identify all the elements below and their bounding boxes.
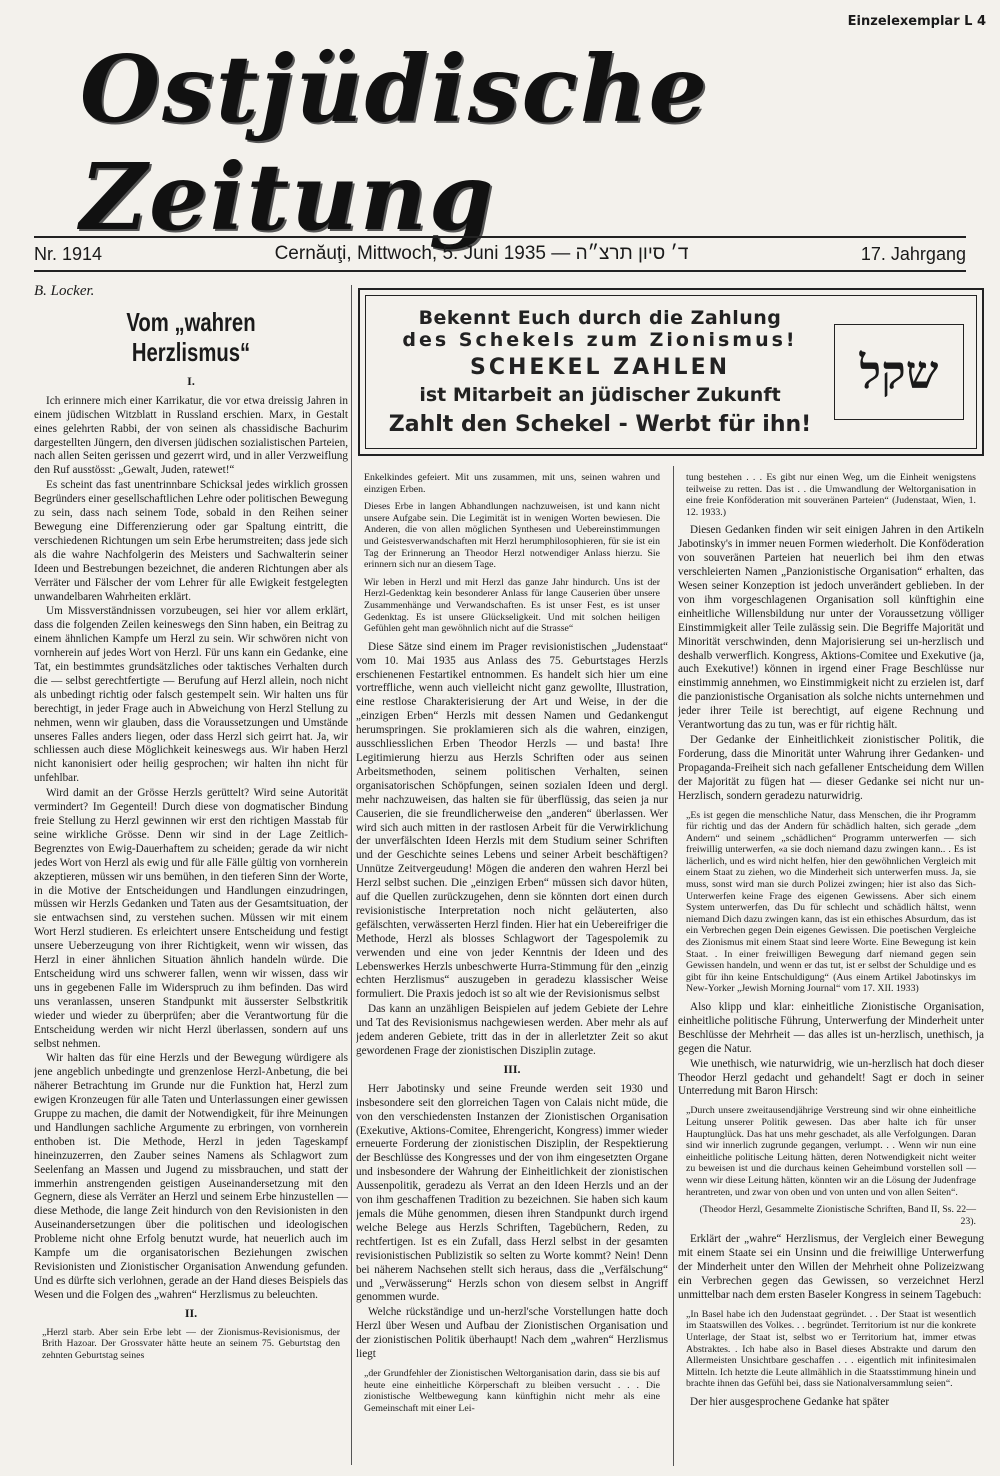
quotation: „Es ist gegen die menschliche Natur, dass Menschen, die ihr Programm für richtig und das der Andern für schädlich halten, sich gerade „dem Andern“ und seinem „schädlichen“ Programm unterwerfen — sich freiwillig unterwerfen, «a sie doch niemand dazu zwingen kann.. . Es ist lächerlich, und es wird nicht helfen, hier den gewöhnlichen Vergleich mit einem Staat zu ziehen, wo die Minderheit sich unterwerfen muss. Ja, sie muss, sonst wird man sie durch Polizei zwingen; hier ist also das Sich-Unterwerfen keine Frage des eigenen Gewissens. Aber sich einem System unterwerfen, das Du für schlecht und schädlich hältst, wenn niemand Dich dazu zwingen kann, das ist ein ethisches Absurdum, das ist ein Verbrechen gegen Dein eigenes Gewissen. Die poetischen Vergleiche des Zionismus mit einem Staat sind leere Worte. Eine Bewegung ist kein Staat. . In einer freiwilligen Bewegung darf niemand gegen sein Gewissen handeln, und wenn er das tut, ist er selbst der Schuldige und es gibt für ihn keine Entschuldigung“ (Aus einem Artikel Jabotinskys im New-Yorker „Jewish Morning Journal“ vom 17. XII. 1933): [686, 809, 976, 995]
volume-year: 17. Jahrgang: [860, 243, 966, 264]
quotation: Dieses Erbe in langen Abhandlungen nachzuweisen, ist und kann nicht unsere Aufgabe sein. Die Legimität ist in wenigen Worten bewiesen. Die Anderen, die von allen möglichen Synthesen und Uebereinstimmungen und Geistesverwandschaften mit Herzl herumphilosophieren, für sie ist ein Tag der Erinnerung an Theodor Herzl notwendiger Anlass hierzu. Sie erinnern sich nur an diesem Tage.: [364, 501, 660, 571]
article-author: B. Locker.: [34, 285, 95, 299]
column-2: [356, 466, 668, 1466]
masthead-title: Ostjüdische Zeitung: [80, 35, 710, 251]
ad-hebrew-word: שקל: [834, 324, 964, 420]
paragraph: Diesen Gedanken finden wir seit einigen Jahren in den Artikeln Jabotinsky's in immer neuen Formen wiederholt. Die Konföderation von souveränen Parteien hat neuerlich bei ihm den etwas verschleierten Namen „Panzionistische Organisation“ erhalten, das Wesen seiner Konzeption ist jedoch unverändert geblieben. In der von ihm vorgeschlagenen Organisation soll künftighin eine einheitliche Willensbildung nur unter der Voraussetzung völliger Einstimmigkeit aller Teile zulässig sein. Die Begriffe Majorität und Minorität verschwinden, denn Majorisierung sei un-herzlisch und deshalb verwerflich. Kongress, Aktions-Comitee und Exekutive (ja, auch Exekutive!) können in irgend einer Frage Beschlüsse nur einstimmig annehmen, wo Einstimmigkeit nicht zu erzielen ist, darf die panzionistische Organisation als solche nichts unternehmen und jeder ihrer Teile ist berechtigt, auf eigene Rechnung und Verantwortung das zu tun, was er für richtig hält.: [678, 524, 984, 732]
column-divider: [351, 285, 352, 1465]
section-number: II.: [184, 1305, 198, 1320]
quotation-source: (Theodor Herzl, Gesammelte Zionistische Schriften, Band II, Ss. 22—23).: [699, 1204, 976, 1227]
paragraph: Der hier ausgesprochene Gedanke hat später: [690, 1395, 890, 1408]
paragraph: Erklärt der „wahre“ Herzlismus, der Vergleich einer Bewegung mit einem Staate sei ein Unsinn und die freiwillige Unterwerfung der Minderheit unter den Willen der Mehrheit ohne Polizeizwang ein Verbrechen gegen das Gewissen, so verzeichnet Herzl unmittelbar nach dem ersten Baseler Kongress in seinem Tagebuch:: [678, 1233, 984, 1301]
quotation: Wir leben in Herzl und mit Herzl das ganze Jahr hindurch. Uns ist der Herzl-Gedenktag kein besonderer Anlass für lange Causerien über unsere Zusammenhänge und Verwandschaften. Es ist unser Fest, es ist unser Gedenktag. Es ist unsere Glückseligkeit. Und mit solchen heiligen Gefühlen geht man gewöhnlich nicht auf die Strasse“: [364, 576, 660, 635]
quotation: Enkelkindes gefeiert. Mit uns zusammen, mit uns, seinen wahren und einzigen Erben.: [364, 472, 660, 495]
paragraph: Welche rückständige und un-herzl'sche Vorstellungen hatte doch Herzl über Wesen und Aufbau der Zionistischen Organisation und der zionistischen Politik überhaupt! Nach dem „wahren“ Herzlismus liegt: [356, 1306, 668, 1361]
paragraph: Ich erinnere mich einer Karrikatur, die vor etwa dreissig Jahren in einem jüdischen Witzblatt in Russland erschien. Marx, in Gestalt eines gelehrten Rabbi, der von seinen als chassidische Bachurim dargestellten Jüngern, den diversen jüdischen sozialistischen Parteien, nach allen Seiten gerissen und gezerrt wird, und in aller Verzweiflung den Ruf ausstösst: „Gewalt, Juden, ratewet!“: [34, 394, 348, 477]
paragraph: Der Gedanke der Einheitlichkeit zionistischer Politik, die Forderung, dass die Minorität unter Wahrung ihrer Gedanken- und Propaganda-Freiheit sich nach gefallener Entscheidung dem Willen der Majorität zu fügen hat — dieser Gedanke sei nicht nur un-Herzlisch, sondern geradezu naturwidrig.: [678, 733, 984, 802]
ad-line: ist Mitarbeit an jüdischer Zukunft: [419, 384, 781, 406]
schekel-advertisement: [358, 288, 984, 456]
ad-text: [366, 307, 834, 437]
paragraph: Um Missverständnissen vorzubeugen, sei hier vor allem erklärt, dass die folgenden Zeilen keineswegs den Sinn haben, ein Beitrag zu einem ähnlichen Kampfe um Herzl zu sein. Wir schwören nicht von vornherein auf jedes Wort von Herzl. Für uns kann ein Gedanke, eine Tat, ein bestimmtes grundsätzliches oder taktisches Verhalten durch die — selbst gerechtfertigte — Berufung auf Herzl allein, noch nicht als unbedingt richtig oder falsch gestempelt sein. Wir halten uns für berechtigt, in jeder Frage auch in Abweichung von Herzl Stellung zu nehmen, wenn wir glauben, dass die Voraussetzungen und Umstände unseres Falles anders liegen, oder dass Herzl sich geirrt hat. Ja, wir schliessen auch diese Möglichkeit keineswegs aus. Wir haben Herzl nicht kanonisiert oder heilig gesprochen; wir halten ihn nicht für unfehlbar.: [34, 605, 348, 785]
paragraph: Das kann an unzähligen Beispielen auf jedem Gebiete der Lehre und Tat des Revisionismus nachgewiesen werden. Aber mehr als auf jedem anderen Gebiete, tritt das in der in allerletzter Zeit so akut gewordenen Frage der zionistischen Disziplin zutage.: [356, 1003, 668, 1057]
quotation: „der Grundfehler der Zionistischen Weltorganisation darin, dass sie bis auf heute eine einheitliche Körperschaft zu bleiben versucht . . . Die zionistische Weltbewegung kann künftighin nicht mehr als eine Gemeinschaft mit einer Lei-: [364, 1367, 660, 1414]
date-text: Cernăuţi, Mittwoch, 5. Juni 1935 —: [274, 243, 571, 264]
issue-number: Nr. 1914: [34, 243, 103, 264]
paragraph: Wir halten das für eine Herzls und der Bewegung würdigere als jene angeblich unbedingte und grenzenlose Herzl-Anbetung, die bei näherer Betrachtung im Grunde nur die Funktion hat, Herzl zum ewigen Kronzeugen für alle Taten und Unterlassungen einer gewissen Gruppe zu machen, die damit der Notwendigkeit, für ihre Meinungen und Handlungen sachliche Argumente zu erbringen, von vornherein enthoben ist. Die Methode, Herzl in jeden Tageskampf hineinzuzerren, den Zauber seines Namens als Schlagwort zum Seelenfang an Massen und Jugend zu missbrauchen, und statt der immerhin anstrengenden geistigen Auseinandersetzung mit den Gegnern, diese als Verräter an Herzl und seinem Erbe hinzustellen — diese Methode, die lange Zeit hindurch von den Revisionisten in den Auseinandersetzungen über die politischen und ideologischen Probleme nicht ohne Erfolg benutzt wurde, hat neuerlich auch im Kampfe um die organisatorischen Beziehungen zwischen Revisionisten und Zionistischer Organisation Anwendung gefunden. Und es dürfte sich verlohnen, gerade an der Hand dieses Beispiels das Wesen und die Folgen des „wahren“ Herzlismus zu beleuchten.: [34, 1052, 348, 1301]
section-number: III.: [503, 1061, 521, 1076]
quotation: tung bestehen . . . Es gibt nur einen Weg, um die Einheit wenigstens teilweise zu retten. Das ist . . die Umwandlung der Weltorganisation in eine freie Konföderation mit souveränen Parteien“ (Judenstaat, Wien, 1. 12. 1933.): [686, 472, 976, 518]
quotation: „Herzl starb. Aber sein Erbe lebt — der Zionismus-Revisionismus, der Brith Hazoar. Der Grossvater hätte heute an seinem 75. Geburtstag den zehnten Geburtstag seines: [42, 1326, 340, 1361]
single-copy-price: Einzelexemplar L 4: [847, 14, 986, 29]
column-1: [34, 285, 348, 1465]
column-divider: [673, 466, 674, 1466]
quotation: „In Basel habe ich den Judenstaat gegründet. . . Der Staat ist wesentlich im Staatswillen des Volkes. . . begründet. Territorium ist nur die konkrete Unterlage, der Staat ist, selbst wo er Territorium hat, immer etwas Abstraktes. . Ich habe also in Basel dieses Abstrakte und darum den Allermeisten Unsichtbare geschaffen . . . eigentlich mit infinitesimalen Mitteln. Ich hetzte die Leute allmählich in die Staatsstimmung hinein und brachte ihnen das Gefühl bei, dass sie Nationalversammlung seien“.: [686, 1308, 976, 1390]
paragraph: Wird damit an der Grösse Herzls gerüttelt? Wird seine Autorität vermindert? Im Gegenteil! Durch diese von dogmatischer Bindung freie Stellung zu Herzl gewinnen wir erst den richtigen Masstab für seine wirkliche Grösse. Denn wir sind in der Lage Zeitlich-Begrenztes von Ewig-Dauerhaftem zu scheiden; gerade da wir nicht jedes Wort von Herzl als ewig und für alle Fälle gültig von vornherein akzeptieren, müssen wir uns bemühen, in den tieferen Sinn der Worte, in die Motive der Entscheidungen und Handlungen einzudringen, müssen wir Herzls Gedanken und Taten aus der Gesamtsituation, der sie entwachsen sind, zu verstehen suchen. Müssen wir mit einem Wort Herzl studieren. Es erleichtert unsere Entscheidung und festigt unsere Ueberzeugung von ihrer Richtigkeit, wenn wir wissen, das Herzl in einer ähnlichen Situation ähnlich handeln würde. Die Entscheidung wird uns schwerer fallen, wenn wir wissen, dass wir uns in gegebenen Falle im Widerspruch zu ihm befinden. Das wird uns veranlassen, unseren Standpunkt mit äusserster Selbstkritik wieder und wieder zu überprüfen; aber die Verantwortung für die Entscheidung werden wir nicht Herzl überlassen, sondern auf uns selbst nehmen.: [34, 787, 348, 1050]
ad-line: des Schekels zum Zionismus!: [402, 329, 798, 351]
ad-line: Zahlt den Schekel - Werbt für ihn!: [388, 412, 812, 437]
paragraph: Herr Jabotinsky und seine Freunde werden seit 1930 und insbesondere seit den glorreichen Tagen von Calais nicht müde, die von den verschiedensten Instanzen der Zionistischen Organisation (Exekutive, Aktions-Comitee, Ehrengericht, Kongress) immer wieder erneuerte Forderung der zionistischen Disziplin, der Respektierung der Beschlüsse des Kongresses und der von ihm eingesetzten Organe und insbesondere der Wahrung der Einheitlichkeit der zionistischen Aussenpolitik, geradezu als Verrat an den Ideen Herzls und an der von ihm geschaffenen Tradition zu bezeichnen. Sie haben sich kaum jemals die Mühe genommen, diesen ihren Standpunkt durch irgend welche Belege aus Herzls Schriften, Tagebüchern, Reden, zu rechtfertigen. Ist es ein Zufall, dass Herzl selbst in der gesamten revisionistischen Publizistik so selten zu Worte kommt? Nein! Denn bei näherem Nachsehen stellt sich heraus, dass die „Verfälschung“ und „Verwässerung“ Herzls schon von diesem selbst in Angriff genommen wurde.: [356, 1082, 668, 1304]
ad-line: Bekennt Euch durch die Zahlung: [418, 307, 782, 329]
ad-line: SCHEKEL ZAHLEN: [469, 355, 731, 380]
hebrew-date: ד׳ סיון תרצ״ה: [575, 243, 689, 264]
paragraph: Wie unethisch, wie naturwidrig, wie un-herzlisch hat doch dieser Theodor Herzl gedacht und gehandelt! Sagt er doch in seiner Unterredung mit Baron Hirsch:: [678, 1057, 984, 1098]
column-3: [678, 466, 984, 1466]
section-number: I.: [187, 373, 195, 388]
date-place: [275, 243, 689, 265]
dateline: [34, 236, 966, 272]
article-headline: Vom „wahren Herzlismus“: [126, 306, 256, 367]
paragraph: Diese Sätze sind einem im Prager revisionistischen „Judenstaat“ vom 10. Mai 1935 aus Anlass des 75. Geburtstages Herzls erschienenen Festartikel entnommen. Es handelt sich hier um eine vortreffliche, wenn auch vielleicht nicht ganz gewollte, Illustration, eine restlose Charakterisierung der Art und Weise, in der die „einzigen Erben“ Herzls mit dessen Namen und Gedankengut herumspringen. Sie proklamieren sich als die wahren, einzigen, ausschliesslichen Erben Theodor Herzls — und basta! Ihre Legitimierung hierzu aus Herzls Schriften oder aus seinen Arbeitsmethoden, seinem politischen Verhalten, seinen organisatorischen Schöpfungen, seinen sozialen Ideen und dergl. mehr nachzuweisen, das halten sie für überflüssig, das seien ja nur Causerien, die sie freundlicherweise den „anderen“ überlassen. Wer wird sich auch mitten in der rastlosen Arbeit für die Verwirklichung der unverfälschten Ideen Herzls mit dem Studium seiner Schriften und der Geschichte seines Lebens und seiner Arbeit beschäftigen? Unnütze Zeitvergeudung! Mögen die anderen den wahren Herzl bei Herzl selbst suchen. Die „einzigen Erben“ müssen sich davor hüten, auf die Quellen zurückzugehen, denn sie könnten dort einen durch revisionistische Interpretation noch nicht geläuterten, also gefälschten, verwässerten Herzl finden. Hier hat ein Uebereifriger die Methode, Herzl als blosses Schlagwort der Tagespolemik zu verwenden und eine von jeder Kenntnis der Ideen und des Lebenswerkes Herzls unbeschwerte Hurra-Stimmung für den „einzig echten Herzlismus“ auszugeben in geradezu klassischer Weise formuliert. Die Praxis jedoch ist so alt wie der Revisionismus selbst: [356, 640, 668, 1001]
ad-frame: [365, 295, 977, 449]
paragraph: Es scheint das fast unentrinnbare Schicksal jedes wirklich grossen Begründers einer gesellschaftlichen Lehre oder politischen Bewegung zu sein, dass nach seinem Tode, sobald in den Reihen seiner Bewegung eine Differenzierung oder gar Spaltung eintritt, die verschiedenen Richtungen um sein Erbe herumstreiten; dass jede sich als die wahre Nachfolgerin des Meisters und Sachwalterin seiner Ideen und Bestrebungen bezeichnet, die anderen Richtungen aber als Verräter und Fälscher der vom Lehrer für alle Ewigkeit festgelegten unwandelbaren Wahrheiten erklärt.: [34, 479, 348, 603]
quotation: „Durch unsere zweitausendjährige Verstreung sind wir ohne einheitliche Leitung unserer Politik gewesen. Das aber halte ich für unser Hauptunglück. Das hat uns mehr geschadet, als alle Verfolgungen. Daran sind wir innerlich zugrunde gegangen, verlumpt. . . Wenn wir nun eine einheitliche politische Leitung hätten, deren Notwendigkeit nicht weiter zu beweisen ist und die durchaus keinen Geheimbund vorstellen soll — wenn wir diese Leitung hätten, könnten wir an die Lösung der Judenfrage herantreten, und zwar von oben und von unten und von allen Seiten“.: [686, 1105, 976, 1198]
paragraph: Also klipp und klar: einheitliche Zionistische Organisation, einheitliche politische Führung, Unterwerfung der Minderheit unter Beschlüsse der Mehrheit — das alles ist un-herzlisch, unethisch, ja gegen die Natur.: [678, 1001, 984, 1055]
